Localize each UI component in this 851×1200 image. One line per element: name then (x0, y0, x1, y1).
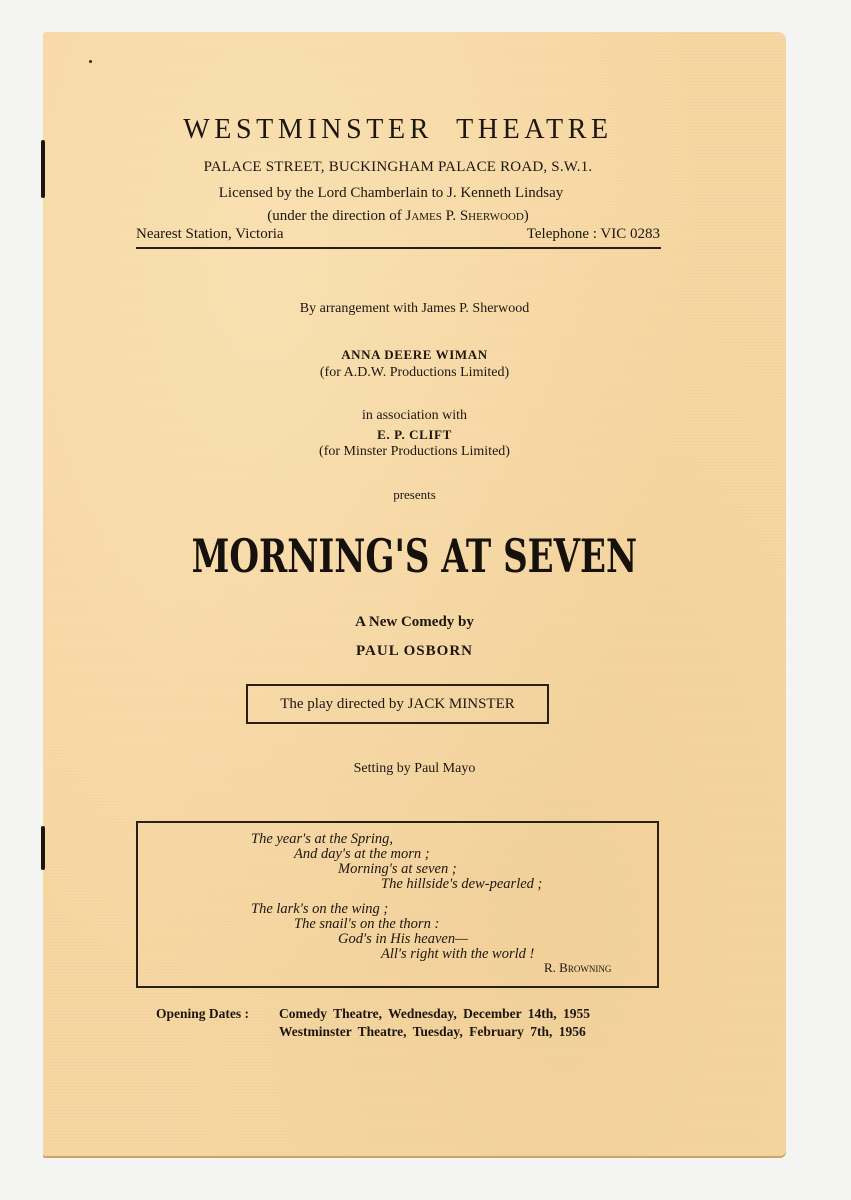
poem-attribution: R. Browning (544, 960, 612, 975)
programme-page (43, 32, 786, 1156)
nearest-station: Nearest Station, Victoria (136, 226, 284, 242)
theatre-name: WESTMINSTER THEATRE (183, 114, 613, 145)
theatre-address: PALACE STREET, BUCKINGHAM PALACE ROAD, S.W.1. (203, 159, 593, 175)
direction-suffix: ) (523, 208, 529, 224)
setting-credit: Setting by Paul Mayo (353, 761, 476, 776)
poem-line: The lark's on the wing ; (251, 901, 389, 917)
poem-line: Morning's at seven ; (338, 861, 457, 877)
producer-name: ANNA DEERE WIMAN (341, 347, 488, 362)
opening-date-comedy: Comedy Theatre, Wednesday, December 14th, 1955 (279, 1006, 590, 1021)
play-subtitle: A New Comedy by (355, 614, 474, 630)
staple-bottom (41, 826, 45, 870)
poem-line: The snail's on the thorn : (294, 916, 440, 932)
poem-box (136, 821, 659, 988)
play-author: PAUL OSBORN (356, 643, 473, 659)
direction-name: James P. Sherwood (405, 208, 524, 224)
co-producer-name: E. P. CLIFT (377, 427, 452, 442)
telephone: Telephone : VIC 0283 (526, 226, 660, 242)
direction-prefix: (under the direction of (267, 208, 406, 224)
opening-date-westminster: Westminster Theatre, Tuesday, February 7th, 1956 (279, 1024, 586, 1039)
presents-text: presents (393, 487, 436, 502)
poem-line: And day's at the morn ; (294, 846, 430, 862)
association-text: in association with (362, 408, 467, 423)
poem-line: The hillside's dew-pearled ; (381, 876, 543, 892)
arrangement-credit: By arrangement with James P. Sherwood (299, 301, 530, 316)
poem-line: All's right with the world ! (381, 946, 535, 962)
director-box: The play directed by JACK MINSTER (246, 684, 549, 724)
poem-line: The year's at the Spring, (251, 831, 394, 847)
co-producer-company: (for Minster Productions Limited) (319, 444, 510, 459)
producer-company: (for A.D.W. Productions Limited) (319, 365, 510, 380)
opening-dates-label: Opening Dates : (156, 1006, 250, 1021)
direction-text (136, 208, 660, 225)
staple-top (41, 140, 45, 198)
paper-speck (89, 60, 92, 63)
poem-line: God's in His heaven— (338, 931, 468, 947)
licence-text: Licensed by the Lord Chamberlain to J. Kenneth Lindsay (218, 185, 564, 201)
header-divider (136, 247, 661, 249)
play-title: MORNING'S AT SEVEN (191, 529, 638, 583)
